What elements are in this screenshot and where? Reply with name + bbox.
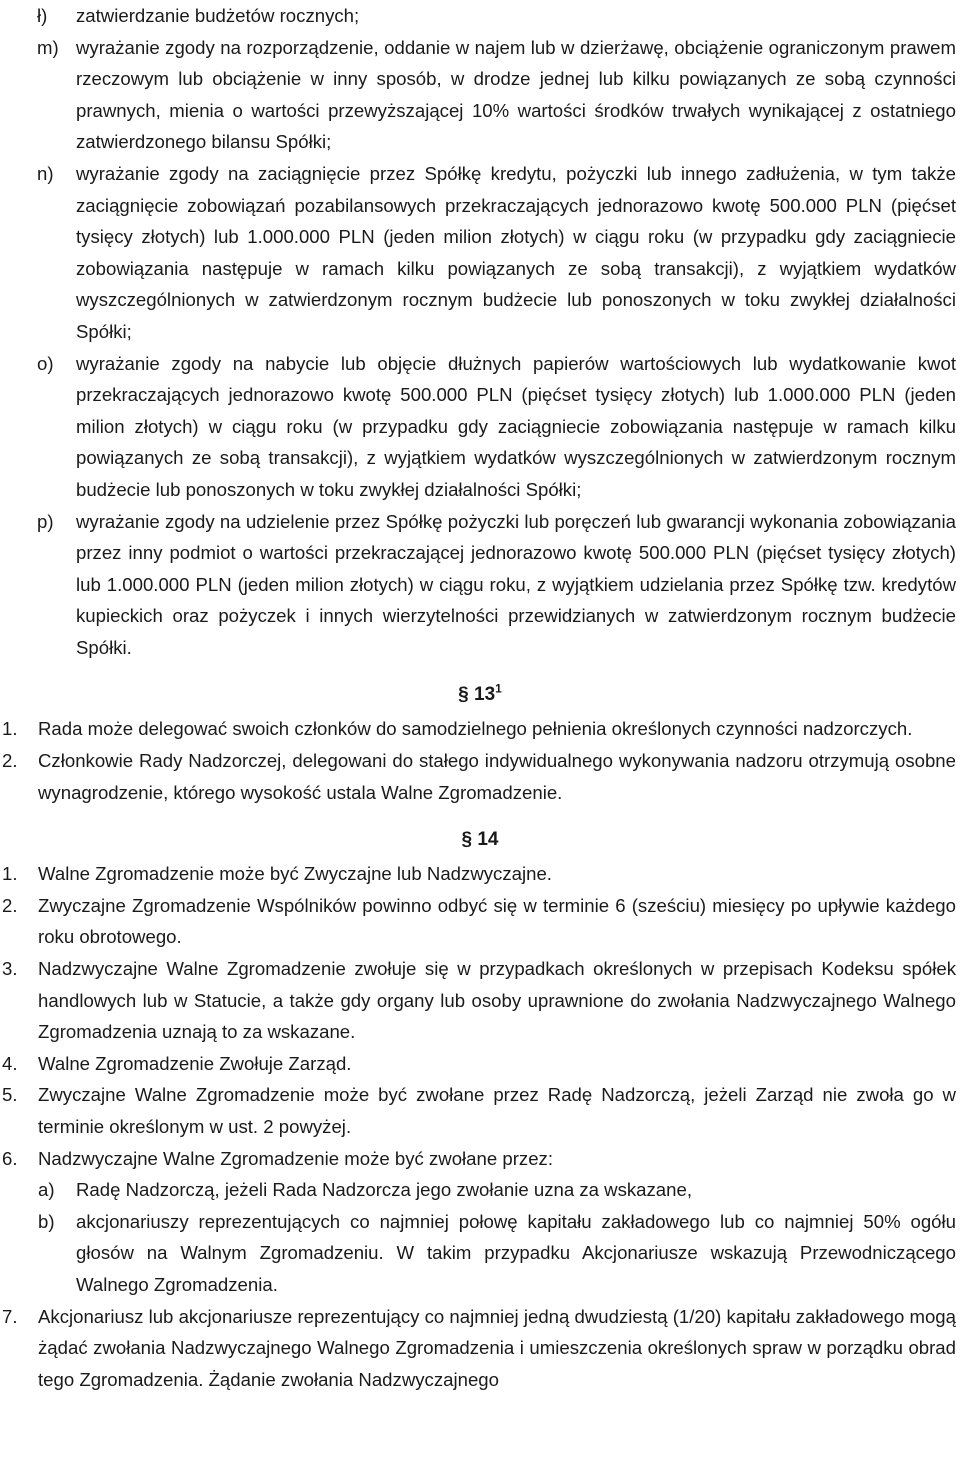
list-item-l <box>0 0 960 32</box>
list-label: m) <box>37 36 59 58</box>
section-14-item-5 <box>0 1079 960 1142</box>
section-superscript: 1 <box>495 682 502 697</box>
item-text: Członkowie Rady Nadzorczej, delegowani do stałego indywidualnego wykonywania nadzoru otrzymują osobne wynagrodzenie, którego wysokość ustala Walne Zgromadzenie. <box>38 750 956 803</box>
list-item-n <box>0 158 960 348</box>
section-number: 14 <box>477 829 499 851</box>
list-label: ł) <box>37 5 48 26</box>
item-text: Zwyczajne Zgromadzenie Wspólników powinno odbyć się w terminie 6 (sześciu) miesięcy po upływie każdego roku obrotowego. <box>38 894 956 948</box>
list-label: o) <box>37 352 54 374</box>
item-label: 1. <box>2 863 18 885</box>
section-symbol: § <box>458 684 469 706</box>
list-text: wyrażanie zgody na udzielenie przez Spółkę pożyczki lub poręczeń lub gwarancji wykonania zobowiązania przez inny podmiot o wartości przekraczającej jednorazowo kwotę 500.000 PLN (pięćset tysięcy złotych) lub 1.000.000 PLN (jeden milion złotych) w ciągu roku, z wyjątkiem udzielania przez Spółkę tzw. kredytów kupieckich oraz pożyczek i innych wierzytelności przewidzianych w zatwierdzonym rocznym budżecie Spółki. <box>76 510 956 658</box>
item-label: 3. <box>2 958 18 980</box>
subitem-text: akcjonariuszy reprezentujących co najmniej połowę kapitału zakładowego lub co najmniej 50% ogółu głosów na Walnym Zgromadzeniu. W takim przypadku Akcjonariusze wskazują Przewodniczącego Walnego Zgromadzenia. <box>76 1210 956 1295</box>
item-label: 5. <box>2 1084 18 1106</box>
item-text: Zwyczajne Walne Zgromadzenie może być zwołane przez Radę Nadzorczą, jeżeli Zarząd nie zwoła go w terminie określonym w ust. 2 powyżej. <box>38 1084 956 1137</box>
section-14-item-7 <box>0 1301 960 1396</box>
section-heading-13 <box>0 679 960 710</box>
section-14-item-3 <box>0 953 960 1048</box>
section-14-item-2 <box>0 890 960 953</box>
section-14-item-4 <box>0 1048 960 1080</box>
section-symbol: § <box>461 829 473 851</box>
list-label: n) <box>37 162 54 184</box>
section-heading-14 <box>0 824 960 855</box>
list-item-m <box>0 32 960 158</box>
item-label: 4. <box>2 1052 18 1074</box>
item-label: 7. <box>2 1305 18 1327</box>
section-14-item-1 <box>0 858 960 890</box>
list-text: wyrażanie zgody na rozporządzenie, oddanie w najem lub w dzierżawę, obciążenie ograniczonym prawem rzeczowym lub obciążenie w inny sposób, w drodze jednej lub kilku powiązanych ze sobą czynności prawnych, mienia o wartości przewyższającej 10% wartości środków trwałych wynikającej z ostatniego zatwierdzonego bilansu Spółki; <box>76 36 956 153</box>
item-text: Nadzwyczajne Walne Zgromadzenie zwołuje się w przypadkach określonych w przepisach Kodeksu spółek handlowych lub w Statucie, a także gdy organy lub osoby uprawnione do zwołania Nadzwyczajnego Walnego Zgromadzenia uznają to za wskazane. <box>38 958 956 1043</box>
subitem-label: b) <box>38 1210 55 1232</box>
subitem-text: Radę Nadzorczą, jeżeli Rada Nadzorcza jego zwołanie uzna za wskazane, <box>76 1179 692 1201</box>
section-13-item-1 <box>0 713 960 745</box>
section-14-item-6 <box>0 1143 960 1175</box>
item-text: Walne Zgromadzenie Zwołuje Zarząd. <box>38 1052 352 1074</box>
item-text: Walne Zgromadzenie może być Zwyczajne lub Nadzwyczajne. <box>38 863 552 885</box>
list-text: wyrażanie zgody na nabycie lub objęcie dłużnych papierów wartościowych lub wydatkowanie kwot przekraczających jednorazowo kwotę 500.000 PLN (pięćset tysięcy złotych) lub 1.000.000 PLN (jeden milion złotych) w ciągu roku (w przypadku gdy zaciągniecie zobowiązania następuje w ramach kilku powiązanych ze sobą transakcji), z wyjątkiem wydatków wyszczególnionych w zatwierdzonym rocznym budżecie lub ponoszonych w toku zwykłej działalności Spółki; <box>76 352 956 500</box>
item-text: Nadzwyczajne Walne Zgromadzenie może być zwołane przez: <box>38 1147 553 1169</box>
item-label: 2. <box>2 750 18 772</box>
item-label: 1. <box>2 718 18 740</box>
item-label: 2. <box>2 894 18 916</box>
list-item-p <box>0 506 960 664</box>
item-text: Rada może delegować swoich członków do samodzielnego pełnienia określonych czynności nadzorczych. <box>38 718 913 740</box>
subitem-label: a) <box>38 1179 55 1201</box>
item-text: Akcjonariusz lub akcjonariusze reprezentujący co najmniej jedną dwudziestą (1/20) kapitału zakładowego mogą żądać zwołania Nadzwyczajnego Walnego Zgromadzenia i umieszczenia określonych spraw w porządku obrad tego Zgromadzenia. Żądanie zwołania Nadzwyczajnego <box>38 1305 956 1390</box>
section-14-subitem-b <box>0 1206 960 1301</box>
list-item-o <box>0 348 960 506</box>
section-number: 13 <box>474 684 496 706</box>
section-13-item-2 <box>0 745 960 808</box>
list-text: wyrażanie zgody na zaciągnięcie przez Spółkę kredytu, pożyczki lub innego zadłużenia, w tym także zaciągnięcie zobowiązań pozabilansowych przekraczających jednorazowo kwotę 500.000 PLN (pięćset tysięcy złotych) lub 1.000.000 PLN (jeden milion złotych) w ciągu roku (w przypadku gdy zaciągniecie zobowiązania następuje w ramach kilku powiązanych ze sobą transakcji), z wyjątkiem wydatków wyszczególnionych w zatwierdzonym rocznym budżecie lub ponoszonych w toku zwykłej działalności Spółki; <box>76 162 956 342</box>
list-label: p) <box>37 510 54 532</box>
item-label: 6. <box>2 1147 18 1169</box>
list-text: zatwierdzanie budżetów rocznych; <box>76 5 360 26</box>
section-14-subitem-a <box>0 1174 960 1206</box>
